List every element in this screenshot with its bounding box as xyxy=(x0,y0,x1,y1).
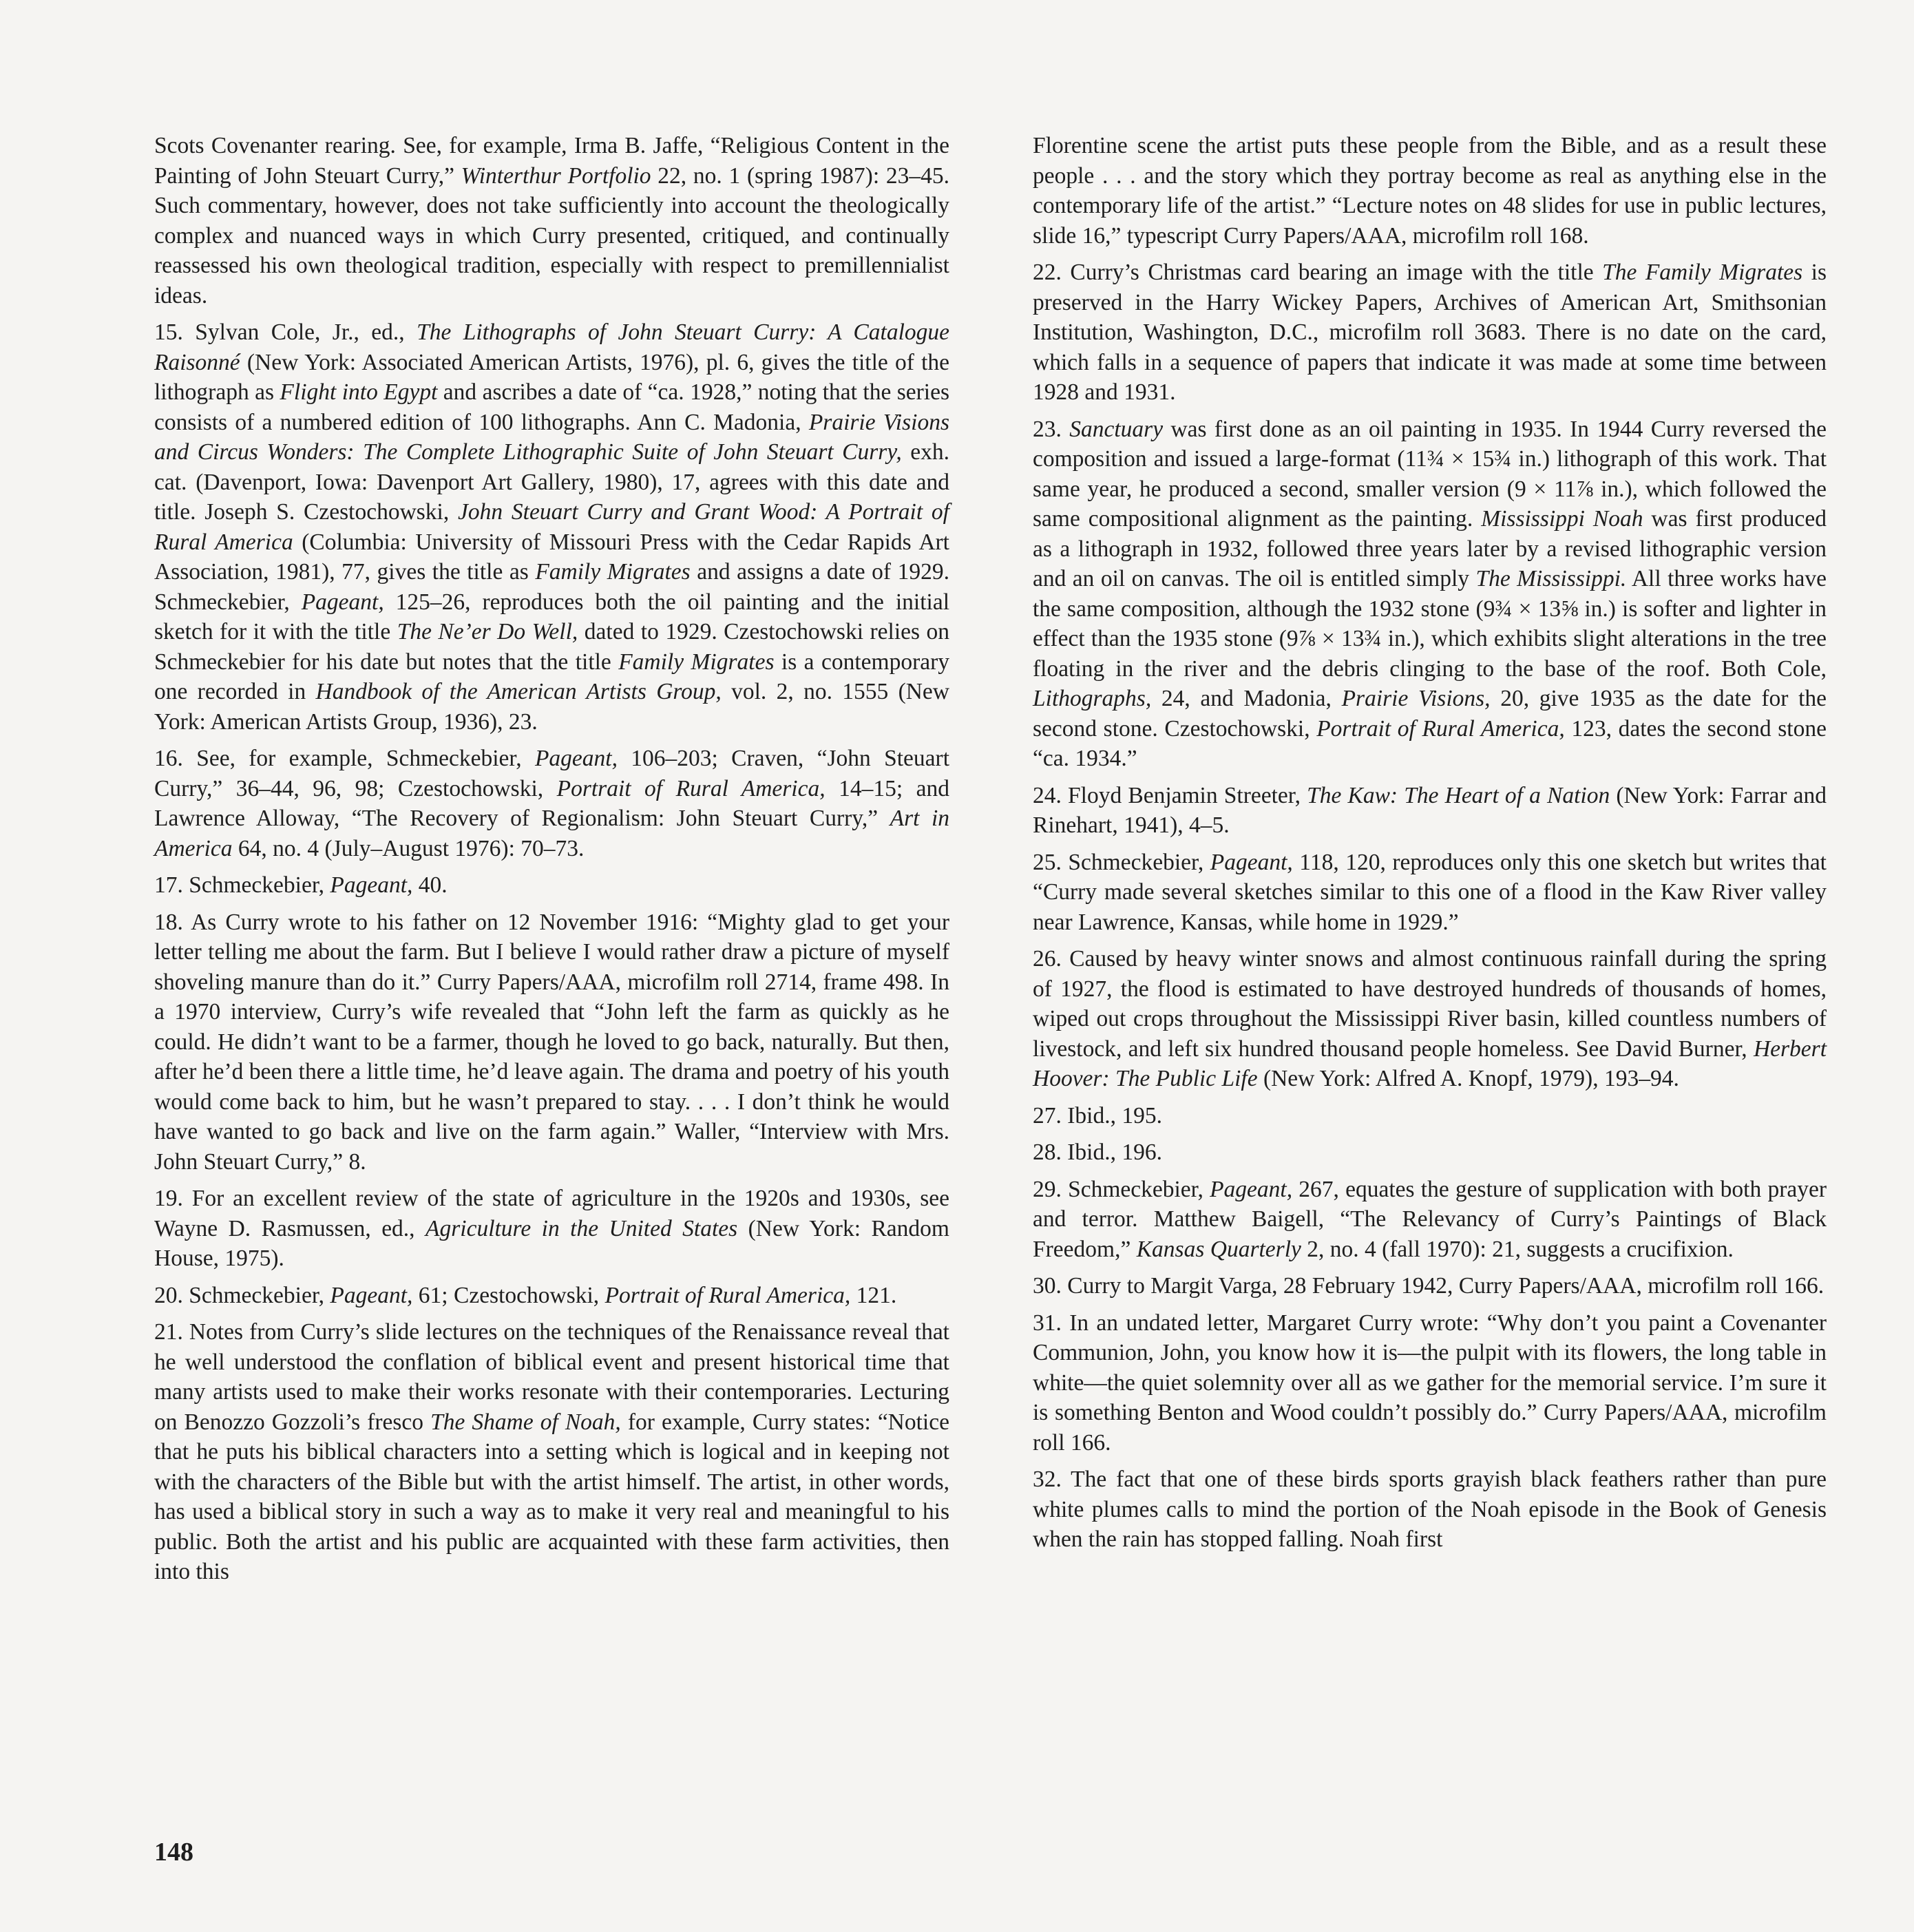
endnote-21: 21. Notes from Curry’s slide lectures on the techniques of the Renaissance reveal that he well understood the conflation of biblical event and present historical time that many artists used to make their works resonate with their contemporaries. Lecturing on Benozzo Gozzoli’s fresco The Shame of Noah, for example, Curry states: “Notice that he puts his biblical characters into a setting which is logical and in keeping not with the characters of the Bible but with the artist himself. The artist, in other words, has used a biblical story in such a way as to make it very real and meaningful to his public. Both the artist and his public are acquainted with these farm activities, then into this xyxy=(154,1319,949,1584)
endnote-cont: Scots Covenanter rearing. See, for example, Irma B. Jaffe, “Religious Content in the Painting of John Steuart Curry,” Winterthur Portfolio 22, no. 1 (spring 1987): 23–45. Such commentary, however, does not take sufficiently into account the theologically complex and nuanced ways in which Curry presented, critiqued, and continually reassessed his own theological tradition, especially with respect to premillennialist ideas. xyxy=(154,133,949,308)
endnote-16: 16. See, for example, Schmeckebier, Pageant, 106–203; Craven, “John Steuart Curry,” 36–44, 96, 98; Czestochowski, Portrait of Rural America, 14–15; and Lawrence Alloway, “The Recovery of Regionalism: John Steuart Curry,” Art in America 64, no. 4 (July–August 1976): 70–73. xyxy=(154,746,949,861)
endnote-17: 17. Schmeckebier, Pageant, 40. xyxy=(154,872,448,898)
endnote-29: 29. Schmeckebier, Pageant, 267, equates the gesture of supplication with both prayer and terror. Matthew Baigell, “The Relevancy of Curry’s Paintings of Black Freedom,” Kansas Quarterly 2, no. 4 (fall 1970): 21, suggests a crucifixion. xyxy=(1033,1176,1827,1262)
endnote-30: 30. Curry to Margit Varga, 28 February 1942, Curry Papers/AAA, microfilm roll 166. xyxy=(1033,1273,1824,1299)
endnote-27: 27. Ibid., 195. xyxy=(1033,1102,1162,1128)
endnote-15: 15. Sylvan Cole, Jr., ed., The Lithographs of John Steuart Curry: A Catalogue Raisonné (New York: Associated American Artists, 1976), pl. 6, gives the title of the lithograph as Flight into Egypt and ascribes a date of “ca. 1928,” noting that the series consists of a numbered edition of 100 lithographs. Ann C. Madonia, Prairie Visions and Circus Wonders: The Complete Lithographic Suite of John Steuart Curry, exh. cat. (Davenport, Iowa: Davenport Art Gallery, 1980), 17, agrees with this date and title. Joseph S. Czestochowski, John Steuart Curry and Grant Wood: A Portrait of Rural America (Columbia: University of Missouri Press with the Cedar Rapids Art Association, 1981), 77, gives the title as Family Migrates and assigns a date of 1929. Schmeckebier, Pageant, 125–26, reproduces both the oil painting and the initial sketch for it with the title The Ne’er Do Well, dated to 1929. Czestochowski relies on Schmeckebier for his date but notes that the title Family Migrates is a contemporary one recorded in Handbook of the American Artists Group, vol. 2, no. 1555 (New York: American Artists Group, 1936), 23. xyxy=(154,319,950,735)
endnote-cont21: Florentine scene the artist puts these people from the Bible, and as a result these people . . . and the story which they portray become as real as anything else in the contemporary life of the artist.” “Lecture notes on 48 slides for use in public lectures, slide 16,” typescript Curry Papers/AAA, microfilm roll 168. xyxy=(1033,133,1827,249)
endnote-26: 26. Caused by heavy winter snows and almost continuous rainfall during the spring of 1927, the flood is estimated to have destroyed hundreds of thousands of homes, wiped out crops throughout the Mississippi River basin, killed countless numbers of livestock, and left six hundred thousand people homeless. See David Burner, Herbert Hoover: The Public Life (New York: Alfred A. Knopf, 1979), 193–94. xyxy=(1033,946,1827,1091)
endnote-28: 28. Ibid., 196. xyxy=(1033,1140,1162,1165)
endnote-19: 19. For an excellent review of the state of agriculture in the 1920s and 1930s, see Wayne D. Rasmussen, ed., Agriculture in the United States (New York: Random House, 1975). xyxy=(154,1186,949,1271)
endnote-23: 23. Sanctuary was first done as an oil painting in 1935. In 1944 Curry reversed the composition and issued a large-format (11¾ × 15¾ in.) lithograph of this work. That same year, he produced a second, smaller version (9 × 11⅞ in.), which followed the same compositional alignment as the painting. Mississippi Noah was first produced as a lithograph in 1932, followed three years later by a revised lithographic version and an oil on canvas. The oil is entitled simply The Mississippi. All three works have the same composition, although the 1932 stone (9¾ × 13⅝ in.) is softer and lighter in effect than the 1935 stone (9⅞ × 13¾ in.), which exhibits slight alterations in the tree floating in the river and the debris clinging to the base of the roof. Both Cole, Lithographs, 24, and Madonia, Prairie Visions, 20, give 1935 as the date for the second stone. Czestochowski, Portrait of Rural America, 123, dates the second stone “ca. 1934.” xyxy=(1033,416,1827,771)
endnote-18: 18. As Curry wrote to his father on 12 November 1916: “Mighty glad to get your letter telling me about the farm. But I believe I would rather draw a picture of myself shoveling manure than do it.” Curry Papers/AAA, microfilm roll 2714, frame 498. In a 1970 interview, Curry’s wife revealed that “John left the farm as quickly as he could. He didn’t want to be a farmer, though he loved to go back, naturally. But then, after he’d been there a little time, he’d leave again. The drama and poetry of his youth would come back to him, but he wasn’t prepared to stay. . . . I don’t think he would have wanted to go back and live on the farm again.” Waller, “Interview with Mrs. John Steuart Curry,” 8. xyxy=(154,909,949,1175)
endnote-32: 32. The fact that one of these birds sports grayish black feathers rather than pure white plumes calls to mind the portion of the Noah episode in the Book of Genesis when the rain has stopped falling. Noah first xyxy=(1033,1467,1827,1552)
endnote-22: 22. Curry’s Christmas card bearing an image with the title The Family Migrates is preserved in the Harry Wickey Papers, Archives of American Art, Smithsonian Institution, Washington, D.C., microfilm roll 3683. There is no date on the card, which falls in a sequence of papers that indicate it was made at some time between 1928 and 1931. xyxy=(1033,260,1827,405)
endnote-25: 25. Schmeckebier, Pageant, 118, 120, reproduces only this one sketch but writes that “Curry made several sketches similar to this one of a flood in the Kaw River valley near Lawrence, Kansas, while home in 1929.” xyxy=(1033,849,1827,935)
endnote-31: 31. In an undated letter, Margaret Curry wrote: “Why don’t you paint a Covenanter Communion, John, you know how it is—the pulpit with its flowers, the long table in white—the quiet solemnity over all as we gather for the memorial service. I’m sure it is something Benton and Wood couldn’t possibly do.” Curry Papers/AAA, microfilm roll 166. xyxy=(1033,1310,1827,1456)
endnote-24: 24. Floyd Benjamin Streeter, The Kaw: The Heart of a Nation (New York: Farrar and Rinehart, 1941), 4–5. xyxy=(1033,782,1827,838)
left-column xyxy=(154,131,949,1594)
right-column xyxy=(1033,131,1827,1562)
page-number: 148 xyxy=(154,1838,193,1867)
endnote-20: 20. Schmeckebier, Pageant, 61; Czestochowski, Portrait of Rural America, 121. xyxy=(154,1282,897,1308)
